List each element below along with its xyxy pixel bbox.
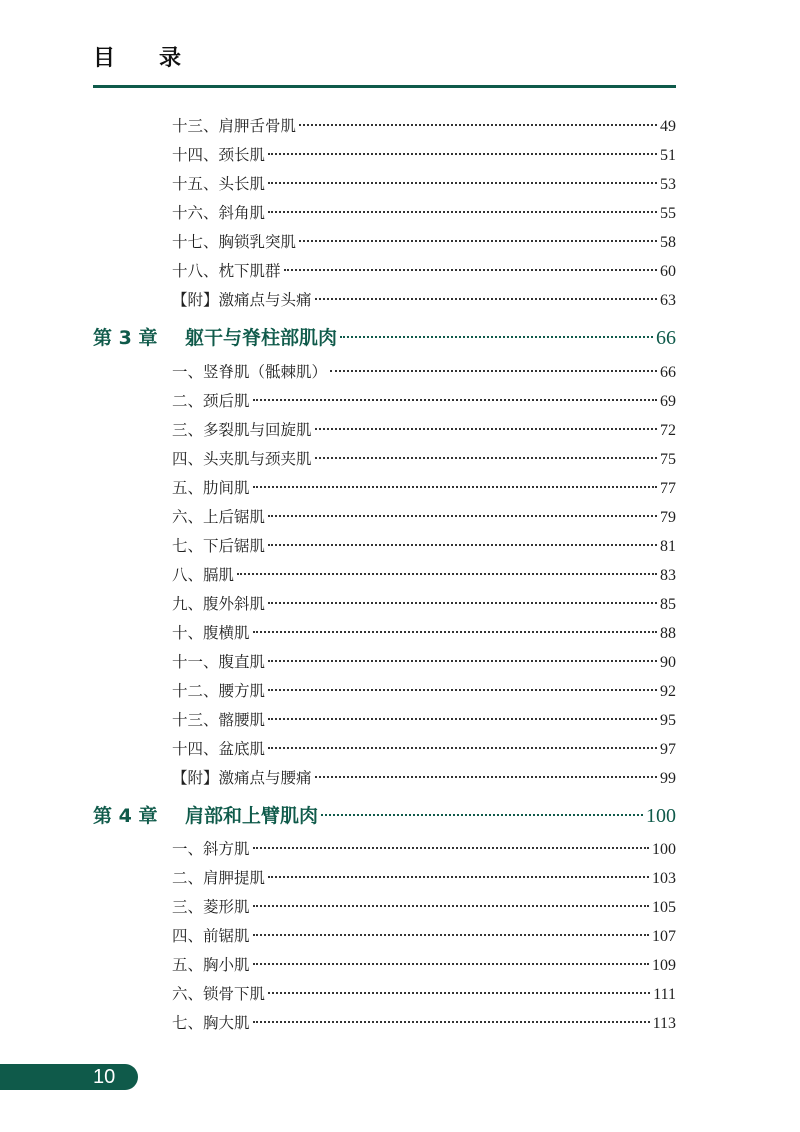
- dot-leader: [268, 689, 657, 691]
- dot-leader: [315, 457, 657, 459]
- toc-entry-title: 十四、颈长肌: [172, 146, 266, 164]
- toc-entry[interactable]: [172, 288, 676, 312]
- toc-entry-title: 十四、盆底肌: [172, 740, 266, 758]
- chapter-page: 66: [656, 327, 676, 349]
- toc-entry-page: 100: [652, 841, 676, 858]
- dot-leader: [321, 814, 643, 816]
- dot-leader: [268, 153, 657, 155]
- toc-entry-title: 十三、髂腰肌: [172, 711, 266, 729]
- toc-entry-title: 九、腹外斜肌: [172, 595, 266, 613]
- toc-entry[interactable]: [172, 679, 676, 703]
- dot-leader: [268, 747, 657, 749]
- toc-entry-title: 三、多裂肌与回旋肌: [172, 421, 312, 439]
- toc-entry[interactable]: [172, 866, 676, 890]
- dot-leader: [253, 934, 649, 936]
- toc-entry[interactable]: [172, 563, 676, 587]
- dot-leader: [330, 370, 657, 372]
- toc-entry-title: 二、颈后肌: [172, 392, 250, 410]
- toc-entry-page: 107: [652, 928, 676, 945]
- toc-entry-page: 92: [660, 683, 676, 700]
- dot-leader: [253, 1021, 650, 1023]
- toc-entry-page: 49: [660, 118, 676, 135]
- chapter-title: 躯干与脊柱部肌肉: [185, 327, 338, 349]
- toc-entry-page: 69: [660, 393, 676, 410]
- toc-entry-title: 十一、腹直肌: [172, 653, 266, 671]
- toc-entry[interactable]: [172, 621, 676, 645]
- toc-entry-page: 113: [652, 1015, 676, 1032]
- toc-entry-title: 四、头夹肌与颈夹肌: [172, 450, 312, 468]
- toc-entry-page: 88: [660, 625, 676, 642]
- dot-leader: [268, 211, 657, 213]
- dot-leader: [315, 428, 657, 430]
- toc-entry-page: 75: [660, 451, 676, 468]
- toc-entry-title: 三、菱形肌: [172, 898, 250, 916]
- toc-entry-page: 95: [660, 712, 676, 729]
- dot-leader: [299, 124, 657, 126]
- toc-entry[interactable]: [172, 418, 676, 442]
- toc-entry[interactable]: [172, 708, 676, 732]
- toc-entry[interactable]: [172, 982, 676, 1006]
- page-number: 10: [93, 1066, 116, 1088]
- toc-entry[interactable]: [172, 592, 676, 616]
- toc-entry-page: 109: [652, 957, 676, 974]
- toc-entry-page: 90: [660, 654, 676, 671]
- toc-entry-title: 一、斜方肌: [172, 840, 250, 858]
- toc-entry[interactable]: [172, 737, 676, 761]
- dot-leader: [268, 182, 657, 184]
- chapter-heading[interactable]: [93, 323, 676, 353]
- toc-entry-title: 十二、腰方肌: [172, 682, 266, 700]
- toc-entry[interactable]: [172, 837, 676, 861]
- toc-entry-title: 五、肋间肌: [172, 479, 250, 497]
- toc-entry-title: 【附】激痛点与腰痛: [172, 769, 312, 787]
- toc-entry-title: 八、膈肌: [172, 566, 235, 584]
- toc-entry[interactable]: [172, 259, 676, 283]
- toc-entry-title: 七、胸大肌: [172, 1014, 250, 1032]
- toc-entry-title: 五、胸小肌: [172, 956, 250, 974]
- toc-entry-title: 七、下后锯肌: [172, 537, 266, 555]
- page-title: 目录: [93, 46, 226, 71]
- toc-entry[interactable]: [172, 895, 676, 919]
- toc-entry[interactable]: [172, 360, 676, 384]
- dot-leader: [268, 992, 650, 994]
- chapter-number: 第 3 章: [93, 327, 158, 349]
- dot-leader: [299, 240, 657, 242]
- toc-entry-page: 103: [652, 870, 676, 887]
- toc-entry-page: 85: [660, 596, 676, 613]
- dot-leader: [237, 573, 657, 575]
- dot-leader: [268, 602, 657, 604]
- page-number-tab: [0, 1064, 138, 1090]
- toc-entry[interactable]: [172, 650, 676, 674]
- chapter-heading[interactable]: [93, 801, 676, 831]
- dot-leader: [268, 544, 657, 546]
- toc-entry-page: 111: [653, 986, 676, 1003]
- dot-leader: [268, 718, 657, 720]
- toc-entry-title: 十六、斜角肌: [172, 204, 266, 222]
- toc-entry[interactable]: [172, 143, 676, 167]
- toc-entry[interactable]: [172, 447, 676, 471]
- toc-entry[interactable]: [172, 389, 676, 413]
- dot-leader: [253, 486, 657, 488]
- dot-leader: [253, 631, 657, 633]
- toc-entry[interactable]: [172, 924, 676, 948]
- toc-entry[interactable]: [172, 201, 676, 225]
- dot-leader: [253, 847, 649, 849]
- toc-entry[interactable]: [172, 476, 676, 500]
- toc-entry-title: 十七、胸锁乳突肌: [172, 233, 297, 251]
- toc-entry-title: 十八、枕下肌群: [172, 262, 281, 280]
- toc-entry-page: 51: [660, 147, 676, 164]
- toc-entry-page: 99: [660, 770, 676, 787]
- toc-entry[interactable]: [172, 766, 676, 790]
- chapter-title: 肩部和上臂肌肉: [185, 805, 319, 827]
- toc-entry-page: 77: [660, 480, 676, 497]
- toc-entry[interactable]: [172, 505, 676, 529]
- toc-entry-title: 四、前锯肌: [172, 927, 250, 945]
- toc-entry[interactable]: [172, 953, 676, 977]
- toc-entry-title: 二、肩胛提肌: [172, 869, 266, 887]
- dot-leader: [315, 776, 657, 778]
- dot-leader: [268, 876, 649, 878]
- toc-entry-page: 66: [660, 364, 676, 381]
- toc-entry-title: 十、腹横肌: [172, 624, 250, 642]
- toc-entry-page: 63: [660, 292, 676, 309]
- chapter-page: 100: [646, 805, 676, 827]
- toc-entry-page: 58: [660, 234, 676, 251]
- toc-entry-title: 一、竖脊肌（骶棘肌）: [172, 363, 328, 381]
- chapter-number: 第 4 章: [93, 805, 158, 827]
- toc-entry-title: 十三、肩胛舌骨肌: [172, 117, 297, 135]
- toc-entry[interactable]: [172, 172, 676, 196]
- toc-entry-title: 十五、头长肌: [172, 175, 266, 193]
- toc-entry-page: 83: [660, 567, 676, 584]
- toc-entry[interactable]: [172, 534, 676, 558]
- toc-entry[interactable]: [172, 1011, 676, 1035]
- toc-entry-title: 【附】激痛点与头痛: [172, 291, 312, 309]
- dot-leader: [268, 515, 657, 517]
- dot-leader: [253, 905, 649, 907]
- dot-leader: [340, 336, 653, 338]
- toc-entry-page: 55: [660, 205, 676, 222]
- toc-entry-title: 六、锁骨下肌: [172, 985, 266, 1003]
- toc-entry-page: 60: [660, 263, 676, 280]
- toc-entry[interactable]: [172, 114, 676, 138]
- toc-entry-page: 72: [660, 422, 676, 439]
- toc-entry-page: 97: [660, 741, 676, 758]
- dot-leader: [284, 269, 657, 271]
- toc-entry-page: 105: [652, 899, 676, 916]
- dot-leader: [253, 963, 649, 965]
- dot-leader: [253, 399, 657, 401]
- dot-leader: [315, 298, 657, 300]
- dot-leader: [268, 660, 657, 662]
- toc-entry[interactable]: [172, 230, 676, 254]
- toc-entry-page: 53: [660, 176, 676, 193]
- toc-entry-title: 六、上后锯肌: [172, 508, 266, 526]
- toc-entry-page: 79: [660, 509, 676, 526]
- toc-entry-page: 81: [660, 538, 676, 555]
